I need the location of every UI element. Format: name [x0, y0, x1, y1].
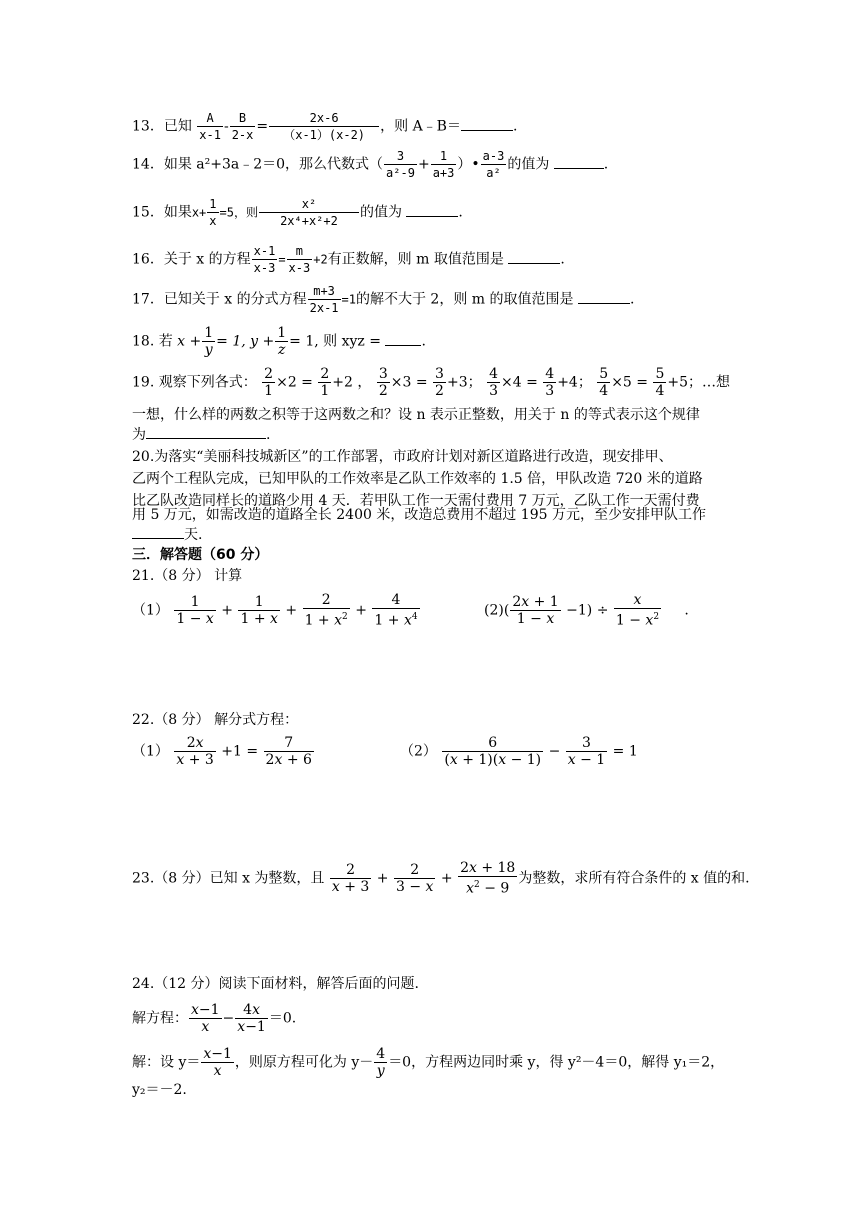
denominator: 2x-1: [309, 301, 339, 315]
denominator: x-3: [253, 261, 276, 275]
question-24-equation: 解方程： $\frac{x-1}{x}$ − $\frac{4x}{x-1}$ ＝0.: [132, 1002, 297, 1035]
expression: =5，则: [219, 205, 258, 220]
part-label: （2）: [400, 743, 437, 760]
question-text: 解：设 y＝: [132, 1054, 201, 1071]
question-number: 14．: [132, 156, 164, 173]
denominator: a²-9: [386, 166, 415, 180]
operator: =: [278, 252, 286, 267]
question-21-part-1: （1） $\frac{1}{1 - x}$ + $\frac{1}{1 + x}$ + $\frac{2}{1 + x^2}$ + $\frac{4}{1 + x^4}$: [132, 592, 418, 629]
numerator: A: [197, 110, 223, 127]
question-text: 如果: [163, 204, 192, 221]
fraction: [308, 283, 341, 316]
expression: +2: [313, 252, 328, 267]
fraction-1: [207, 196, 218, 229]
question-text: ，则 A﹣B＝: [380, 118, 461, 135]
question-text: 有正数解，则 m 取值范围是: [327, 251, 504, 268]
part-label: (2): [484, 602, 504, 619]
punct: .: [458, 204, 463, 221]
answer-blank[interactable]: [508, 263, 560, 264]
question-23: 23.（8 分）已知 x 为整数，且 $\frac{2}{x + 3}$ + $\frac{2}{3 - x}$ + $\frac{2x + 18}{x^2 - 9}$ 为整数，求所有符合条件的 x 值的和.: [132, 860, 750, 897]
fraction-2: [431, 148, 457, 181]
numerator: x-1: [253, 244, 276, 258]
punct: .: [629, 291, 635, 308]
answer-blank[interactable]: [132, 538, 184, 539]
question-17: [132, 283, 634, 316]
fraction-c: [269, 110, 379, 143]
fraction-2: [287, 243, 313, 276]
denominator: a+3: [432, 166, 455, 180]
question-22-part-1: （1） $\frac{2x}{x + 3}$ +1 = $\frac{7}{2x + 6}$: [132, 735, 312, 768]
denominator: y: [204, 342, 213, 358]
question-16: [132, 243, 565, 276]
numerator: 1: [204, 325, 214, 341]
question-13: [132, 110, 517, 143]
expression: x+: [191, 205, 207, 220]
numerator: m: [287, 243, 313, 260]
question-22-part-2: （2） $\frac{6}{(x + 1)(x - 1)}$ − $\frac{3}{x - 1}$ = 1: [400, 735, 638, 768]
fraction-3: [481, 148, 507, 181]
question-text: 若: [158, 333, 173, 350]
question-number: 18.: [132, 333, 155, 350]
fraction-2: [275, 325, 288, 358]
numerator: 1: [431, 148, 457, 165]
question-20-line: [132, 525, 202, 545]
question-text: 解方程：: [132, 1010, 188, 1027]
question-19-line-3: [132, 425, 270, 445]
question-24-heading: 24.（12 分）阅读下面材料，解答后面的问题.: [132, 976, 419, 992]
fraction-1: [202, 325, 215, 358]
question-text: 天.: [184, 527, 203, 543]
question-19: 19. 观察下列各式： $\frac{2}{1}$ ×2 = $\frac{2}{1}$ +2 ， $\frac{3}{2}$ ×3 = $\frac{3}{2}$ +3； $\frac{4}{3}$ ×4 = $\frac{4}{3}$ +4； $\frac{5}{4}$ ×5 = $\frac{5}{4}$ +5；…想: [132, 366, 731, 399]
question-19-line-2: [132, 405, 700, 425]
question-number: 13．: [132, 118, 164, 135]
question-text: 23.（8 分）已知 x 为整数，且: [132, 870, 325, 887]
fraction-1: [252, 243, 278, 276]
question-21-heading: 21.（8 分） 计算: [132, 568, 243, 584]
question-text: 一想，什么样的两数之积等于这两数之和？设 n 表示正整数，用关于 n 的等式表示这个规律: [132, 407, 700, 423]
section-heading: 三．解答题（60 分）: [132, 547, 269, 563]
question-text: 观察下列各式：: [158, 374, 257, 391]
answer-blank[interactable]: [461, 130, 513, 131]
question-20-line: 20.为落实“美丽科技城新区”的工作部署，市政府计划对新区道路进行改造，现安排甲、: [132, 449, 673, 465]
question-text: 已知关于 x 的分式方程: [163, 291, 307, 308]
punct: .: [603, 156, 609, 173]
numerator: m+3: [308, 283, 341, 300]
part-label: （1）: [132, 743, 169, 760]
operator: +: [417, 156, 430, 173]
question-text: 的解不大于 2，则 m 的取值范围是: [355, 291, 574, 308]
numerator: 2x-6: [269, 110, 379, 127]
punct: .: [684, 602, 689, 619]
question-20-line: 用 5 万元，如需改造的道路全长 2400 米，改造总费用不超过 195 万元，至少安排甲队工作: [132, 507, 706, 523]
punct: .: [266, 427, 271, 443]
denominator: a²: [486, 166, 501, 180]
question-20-line: 比乙队改造同样长的道路少用 4 天．若甲队工作一天需付费用 7 万元，乙队工作一天需付费: [132, 493, 700, 509]
operator: -: [223, 118, 229, 135]
question-15: [132, 196, 463, 229]
question-text: ）•: [457, 156, 480, 173]
denominator: 2x⁴+x²+2: [280, 214, 338, 228]
question-24-solution-line-2: y₂＝－2.: [132, 1082, 187, 1098]
question-text: 已知: [163, 118, 192, 135]
denominator: z: [278, 342, 286, 358]
punct: .: [421, 333, 426, 350]
numerator: a-3: [482, 149, 505, 163]
question-number: 16．: [132, 251, 164, 268]
question-text: 如果 a²+3a﹣2＝0，那么代数式（: [163, 156, 384, 173]
denominator: （x-1）(x-2): [283, 128, 366, 142]
answer-blank[interactable]: [554, 168, 604, 169]
question-text: ＝0.: [268, 1010, 297, 1027]
question-text: ，则原方程可化为 y－: [234, 1054, 374, 1071]
expression: = 1, y +: [216, 333, 275, 350]
denominator: x-1: [199, 128, 221, 142]
punct: .: [512, 118, 518, 135]
question-text: 为整数，求所有符合条件的 x 值的和.: [518, 870, 750, 887]
question-text: ＝0，方程两边同时乘 y，得 y²－4＝0，解得 y₁＝2，: [388, 1054, 725, 1071]
punct: .: [560, 251, 565, 268]
question-21-part-2: (2)( $\frac{2x + 1}{1 - x}$ −1) ÷ $\frac{x}{1 - x^2}$ .: [484, 592, 689, 629]
denominator: x: [209, 214, 217, 228]
question-text: 关于 x 的方程: [163, 251, 251, 268]
fraction-a: [197, 110, 223, 143]
numerator: x²: [259, 196, 359, 213]
numerator: 1: [277, 325, 287, 341]
expression: x +: [177, 333, 202, 350]
answer-blank[interactable]: [385, 345, 421, 346]
numerator: 1: [209, 197, 217, 211]
question-number: 15．: [132, 204, 164, 221]
denominator: 2-x: [231, 128, 254, 142]
fraction-2: [259, 196, 359, 229]
question-20-line: 乙两个工程队完成，已知甲队的工作效率是乙队工作效率的 1.5 倍，甲队改造 720 米的道路: [132, 471, 703, 487]
question-text: 的值为: [359, 204, 402, 221]
part-label: （1）: [132, 602, 169, 619]
operator: =: [256, 118, 269, 135]
answer-blank[interactable]: [578, 303, 630, 304]
question-18: [132, 325, 426, 358]
expression: =1: [341, 292, 356, 307]
fraction-1: [384, 148, 417, 181]
answer-blank[interactable]: [406, 216, 458, 217]
question-text: 为: [132, 427, 146, 443]
expression: , 则 xyz =: [314, 333, 381, 350]
question-24-solution: 解：设 y＝ $\frac{x-1}{x}$ ，则原方程可化为 y－ $\frac{4}{y}$ ＝0，方程两边同时乘 y，得 y²－4＝0，解得 y₁＝2，: [132, 1046, 725, 1079]
numerator: 3: [384, 148, 417, 165]
fraction-b: [230, 110, 256, 143]
question-text: 的值为: [507, 156, 550, 173]
expression: = 1: [289, 333, 315, 350]
answer-blank[interactable]: [146, 438, 266, 439]
question-text: ；…想: [688, 374, 731, 391]
numerator: B: [230, 110, 256, 127]
question-14: [132, 148, 608, 181]
question-number: 17．: [132, 291, 164, 308]
denominator: x-3: [288, 261, 311, 275]
question-number: 19.: [132, 374, 155, 391]
question-22-heading: 22.（8 分） 解分式方程：: [132, 712, 299, 728]
